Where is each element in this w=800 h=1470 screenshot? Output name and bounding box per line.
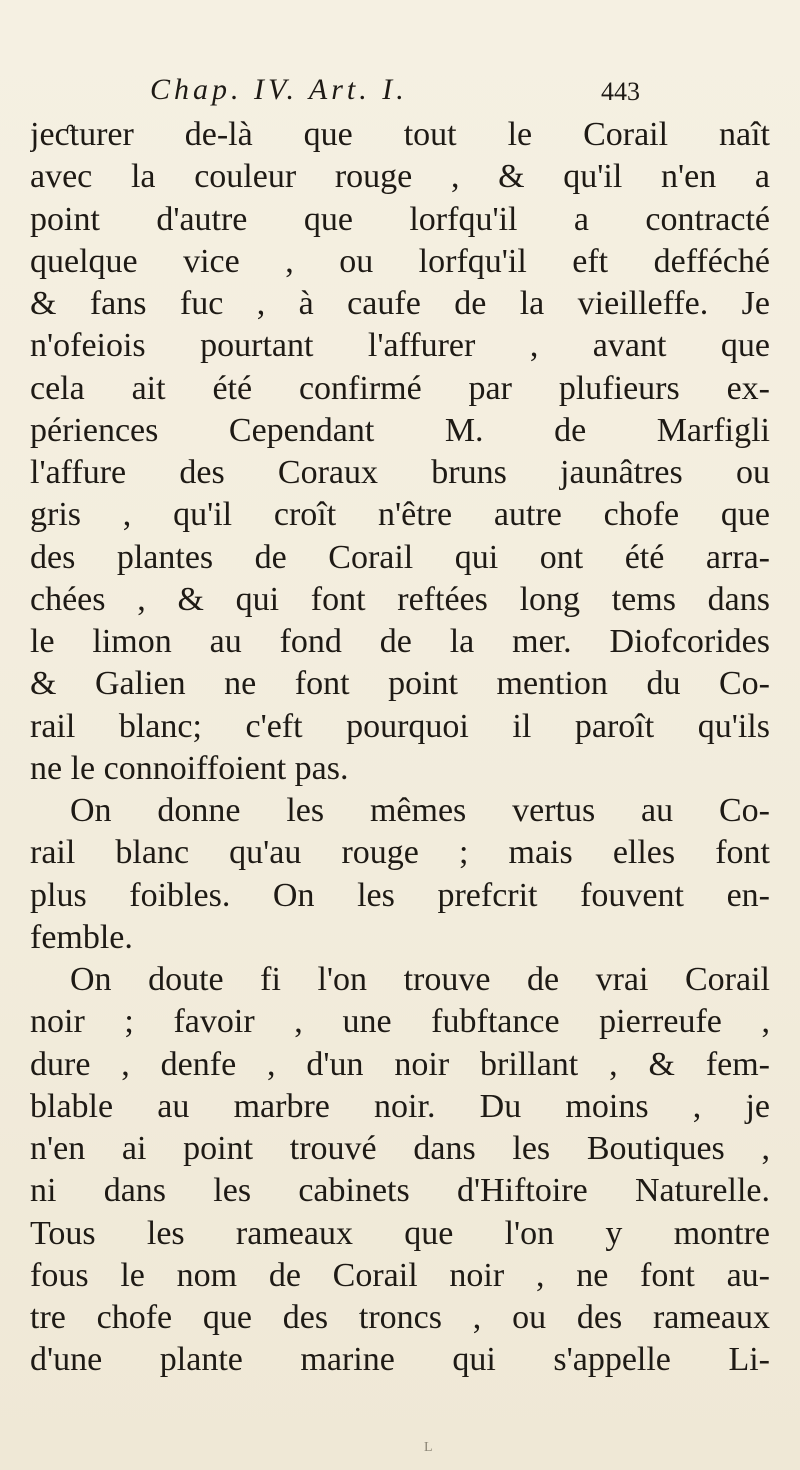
signature-mark: L bbox=[424, 1440, 433, 1455]
text-line: n'ofeiois pourtant l'affurer , avant que bbox=[30, 327, 770, 365]
body-text bbox=[30, 114, 770, 1382]
text-line: n'en ai point trouvé dans les Boutiques , bbox=[30, 1130, 770, 1167]
text-line: Tous les rameaux que l'on y montre bbox=[30, 1214, 770, 1252]
text-line: dure , denfe , d'un noir brillant , & fem- bbox=[30, 1045, 770, 1083]
text-line: rail blanc; c'eft pourquoi il paroît qu'ils bbox=[30, 707, 770, 745]
running-head bbox=[150, 70, 650, 110]
text-line: rail blanc qu'au rouge ; mais elles font bbox=[30, 834, 770, 872]
text-line: noir ; favoir , une fubftance pierreufe , bbox=[30, 1003, 770, 1041]
page-number: 443 bbox=[601, 77, 640, 106]
running-title: Chap. IV. Art. I. bbox=[150, 73, 408, 106]
text-line: quelque vice , ou lorfqu'il eft defféché bbox=[30, 242, 770, 280]
text-line: d'une plante marine qui s'appelle Li- bbox=[30, 1341, 770, 1379]
text-line: point d'autre que lorfqu'il a contracté bbox=[30, 200, 770, 238]
text-line: plus foibles. On les prefcrit fouvent en- bbox=[30, 876, 770, 914]
text-line: gris , qu'il croît n'être autre chofe que bbox=[30, 496, 770, 534]
text-line: jeƈturer de-là que tout le Corail naît bbox=[30, 116, 770, 153]
text-line: le limon au fond de la mer. Diofcorides bbox=[30, 623, 770, 660]
text-line: On doute fi l'on trouve de vrai Corail bbox=[70, 961, 770, 998]
text-line: avec la couleur rouge , & qu'il n'en a bbox=[30, 158, 770, 196]
text-line: tre chofe que des troncs , ou des rameaux bbox=[30, 1299, 770, 1336]
text-line: fous le nom de Corail noir , ne font au- bbox=[30, 1256, 770, 1294]
text-line: ne le connoiffoient pas. bbox=[30, 749, 349, 787]
text-line: chées , & qui font reftées long tems dans bbox=[30, 580, 770, 618]
text-line: périences Cependant M. de Marfigli bbox=[30, 411, 770, 449]
text-line: cela ait été confirmé par plufieurs ex- bbox=[30, 369, 770, 407]
text-line: & fans fuc , à caufe de la vieilleffe. Je bbox=[30, 285, 770, 322]
text-line: ni dans les cabinets d'Hiftoire Naturelle. bbox=[30, 1172, 770, 1210]
text-line: des plantes de Corail qui ont été arra- bbox=[30, 538, 770, 576]
text-line: On donne les mêmes vertus au Co- bbox=[70, 792, 770, 829]
text-line: l'affure des Coraux bruns jaunâtres ou bbox=[30, 454, 770, 491]
text-line: blable au marbre noir. Du moins , je bbox=[30, 1087, 770, 1125]
text-line: & Galien ne font point mention du Co- bbox=[30, 665, 770, 703]
text-line: femble. bbox=[30, 918, 133, 956]
